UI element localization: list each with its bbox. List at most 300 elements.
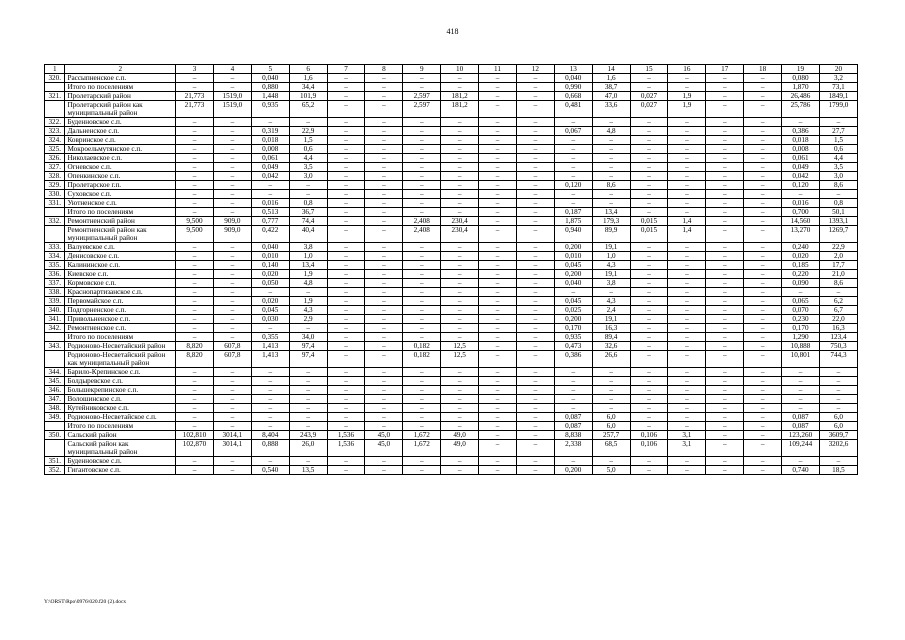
value-cell: – xyxy=(327,404,365,413)
value-cell: – xyxy=(176,306,214,315)
value-cell: 0,182 xyxy=(403,342,441,351)
value-cell: 34,0 xyxy=(289,333,327,342)
value-cell: 1,536 xyxy=(327,440,365,457)
value-cell: – xyxy=(365,386,403,395)
value-cell: 0,090 xyxy=(782,279,820,288)
value-cell: – xyxy=(630,306,668,315)
column-header: 11 xyxy=(479,65,517,74)
value-cell: – xyxy=(516,199,554,208)
value-cell: – xyxy=(176,172,214,181)
table-row xyxy=(45,395,858,404)
name-cell: Сальский район как муниципальный район xyxy=(65,440,176,457)
value-cell: – xyxy=(213,172,251,181)
value-cell: 909,0 xyxy=(213,217,251,226)
value-cell: – xyxy=(251,377,289,386)
value-cell: – xyxy=(744,324,782,333)
row-number-cell: 329. xyxy=(45,181,65,190)
value-cell: 0,015 xyxy=(630,226,668,243)
table-row xyxy=(45,422,858,431)
value-cell: – xyxy=(668,83,706,92)
value-cell: – xyxy=(176,154,214,163)
value-cell: – xyxy=(668,261,706,270)
value-cell: – xyxy=(327,386,365,395)
value-cell: – xyxy=(327,422,365,431)
value-cell: – xyxy=(251,288,289,297)
value-cell: – xyxy=(327,243,365,252)
value-cell: 0,220 xyxy=(782,270,820,279)
value-cell: – xyxy=(479,163,517,172)
value-cell: – xyxy=(176,127,214,136)
value-cell: 0,106 xyxy=(630,431,668,440)
value-cell: – xyxy=(403,172,441,181)
value-cell: 0,040 xyxy=(251,74,289,83)
value-cell: 1849,1 xyxy=(819,92,857,101)
value-cell: – xyxy=(479,431,517,440)
value-cell: – xyxy=(213,324,251,333)
value-cell: – xyxy=(479,279,517,288)
value-cell: – xyxy=(441,297,479,306)
value-cell: – xyxy=(289,368,327,377)
value-cell: – xyxy=(213,163,251,172)
value-cell: 0,170 xyxy=(554,324,592,333)
value-cell: – xyxy=(441,74,479,83)
value-cell: – xyxy=(176,136,214,145)
row-number-cell: 322. xyxy=(45,118,65,127)
value-cell: – xyxy=(403,404,441,413)
value-cell: – xyxy=(479,377,517,386)
value-cell: 0,888 xyxy=(251,440,289,457)
table-row xyxy=(45,172,858,181)
value-cell: – xyxy=(327,351,365,368)
value-cell: – xyxy=(327,74,365,83)
value-cell: – xyxy=(289,386,327,395)
value-cell: 181,2 xyxy=(441,101,479,118)
name-cell: Барило-Крепинское с.п. xyxy=(65,368,176,377)
value-cell: – xyxy=(706,217,744,226)
row-number-cell xyxy=(45,440,65,457)
value-cell: 0,473 xyxy=(554,342,592,351)
value-cell: – xyxy=(706,395,744,404)
value-cell: 0,042 xyxy=(782,172,820,181)
value-cell: – xyxy=(706,136,744,145)
value-cell: 744,3 xyxy=(819,351,857,368)
value-cell: – xyxy=(365,457,403,466)
value-cell: 12,5 xyxy=(441,342,479,351)
value-cell: – xyxy=(441,457,479,466)
value-cell: – xyxy=(441,466,479,475)
value-cell: – xyxy=(668,181,706,190)
table-row xyxy=(45,466,858,475)
name-cell: Подгорненское с.п. xyxy=(65,306,176,315)
name-cell: Огневское с.п. xyxy=(65,163,176,172)
value-cell: – xyxy=(213,136,251,145)
value-cell: – xyxy=(289,377,327,386)
value-cell: – xyxy=(403,261,441,270)
value-cell: – xyxy=(630,270,668,279)
value-cell: 1,0 xyxy=(289,252,327,261)
value-cell: 257,7 xyxy=(592,431,630,440)
value-cell: 0,018 xyxy=(782,136,820,145)
value-cell: – xyxy=(706,386,744,395)
value-cell: 0,935 xyxy=(251,101,289,118)
value-cell: – xyxy=(176,118,214,127)
row-number-cell: 340. xyxy=(45,306,65,315)
name-cell: Волошинское с.п. xyxy=(65,395,176,404)
value-cell: – xyxy=(441,315,479,324)
value-cell: – xyxy=(554,368,592,377)
value-cell: 3,5 xyxy=(819,163,857,172)
column-header: 9 xyxy=(403,65,441,74)
value-cell: – xyxy=(744,377,782,386)
value-cell: – xyxy=(441,306,479,315)
value-cell: – xyxy=(365,306,403,315)
value-cell: – xyxy=(516,145,554,154)
value-cell: 0,481 xyxy=(554,101,592,118)
value-cell: 0,008 xyxy=(782,145,820,154)
row-number-cell: 338. xyxy=(45,288,65,297)
value-cell: – xyxy=(213,127,251,136)
value-cell: – xyxy=(213,270,251,279)
value-cell: – xyxy=(479,342,517,351)
value-cell: – xyxy=(744,163,782,172)
value-cell: – xyxy=(441,243,479,252)
value-cell: – xyxy=(516,154,554,163)
value-cell: – xyxy=(365,413,403,422)
value-cell: 0,027 xyxy=(630,92,668,101)
value-cell: – xyxy=(479,422,517,431)
value-cell: – xyxy=(365,181,403,190)
value-cell: – xyxy=(479,83,517,92)
name-cell: Болдыревское с.п. xyxy=(65,377,176,386)
value-cell: – xyxy=(516,377,554,386)
value-cell: – xyxy=(668,351,706,368)
value-cell: – xyxy=(706,315,744,324)
value-cell: – xyxy=(441,118,479,127)
value-cell: – xyxy=(516,252,554,261)
value-cell: – xyxy=(213,199,251,208)
value-cell: – xyxy=(706,368,744,377)
value-cell: 1,0 xyxy=(592,252,630,261)
value-cell: – xyxy=(441,190,479,199)
value-cell: – xyxy=(403,368,441,377)
value-cell: 0,106 xyxy=(630,440,668,457)
value-cell: 109,244 xyxy=(782,440,820,457)
value-cell: 4,4 xyxy=(819,154,857,163)
value-cell: – xyxy=(403,279,441,288)
value-cell: – xyxy=(441,386,479,395)
value-cell: – xyxy=(706,413,744,422)
table-row xyxy=(45,181,858,190)
value-cell: – xyxy=(365,422,403,431)
value-cell: – xyxy=(479,199,517,208)
value-cell: – xyxy=(327,297,365,306)
value-cell: 12,5 xyxy=(441,351,479,368)
value-cell: – xyxy=(668,172,706,181)
value-cell: – xyxy=(479,386,517,395)
value-cell: – xyxy=(213,74,251,83)
value-cell: – xyxy=(441,377,479,386)
name-cell: Опенкинское с.п. xyxy=(65,172,176,181)
value-cell: – xyxy=(365,154,403,163)
name-cell: Киевское с.п. xyxy=(65,270,176,279)
value-cell: – xyxy=(441,181,479,190)
value-cell: – xyxy=(365,145,403,154)
name-cell: Пролетарский район как муниципальный район xyxy=(65,101,176,118)
value-cell: 1519,0 xyxy=(213,101,251,118)
column-header: 19 xyxy=(782,65,820,74)
value-cell: – xyxy=(479,368,517,377)
table-row xyxy=(45,190,858,199)
value-cell: 102,810 xyxy=(176,431,214,440)
file-path-footer: Y:\ORST\Rpo\0976\020.f20 (2).docx xyxy=(44,599,127,605)
value-cell: 102,870 xyxy=(176,440,214,457)
value-cell: 8,820 xyxy=(176,351,214,368)
value-cell: – xyxy=(668,377,706,386)
value-cell: – xyxy=(441,288,479,297)
value-cell: 230,4 xyxy=(441,217,479,226)
value-cell: 0,6 xyxy=(289,145,327,154)
value-cell: – xyxy=(630,181,668,190)
value-cell: – xyxy=(706,457,744,466)
value-cell: – xyxy=(630,297,668,306)
value-cell: 97,4 xyxy=(289,351,327,368)
value-cell: 1799,0 xyxy=(819,101,857,118)
value-cell: – xyxy=(403,243,441,252)
name-cell: Итого по поселениям xyxy=(65,422,176,431)
value-cell: – xyxy=(630,199,668,208)
value-cell: 1,413 xyxy=(251,351,289,368)
value-cell: – xyxy=(403,324,441,333)
value-cell: – xyxy=(403,83,441,92)
table-body xyxy=(45,74,858,475)
value-cell: – xyxy=(441,163,479,172)
value-cell: – xyxy=(592,136,630,145)
value-cell: – xyxy=(403,208,441,217)
value-cell: 0,087 xyxy=(782,422,820,431)
value-cell: 49,0 xyxy=(441,440,479,457)
value-cell: – xyxy=(516,217,554,226)
value-cell: – xyxy=(744,101,782,118)
value-cell: – xyxy=(441,324,479,333)
value-cell: 0,087 xyxy=(554,422,592,431)
value-cell: 16,3 xyxy=(592,324,630,333)
value-cell: – xyxy=(327,333,365,342)
value-cell: 19,1 xyxy=(592,243,630,252)
value-cell: – xyxy=(213,457,251,466)
value-cell: 1,5 xyxy=(289,136,327,145)
value-cell: – xyxy=(365,226,403,243)
value-cell: – xyxy=(668,315,706,324)
table-row xyxy=(45,368,858,377)
value-cell: – xyxy=(479,92,517,101)
value-cell: – xyxy=(516,386,554,395)
value-cell: 68,5 xyxy=(592,440,630,457)
value-cell: – xyxy=(403,252,441,261)
value-cell: – xyxy=(251,413,289,422)
value-cell: 3,1 xyxy=(668,431,706,440)
value-cell: – xyxy=(668,333,706,342)
value-cell: – xyxy=(213,208,251,217)
value-cell: 0,045 xyxy=(554,297,592,306)
value-cell: – xyxy=(516,74,554,83)
value-cell: – xyxy=(668,199,706,208)
value-cell: – xyxy=(516,306,554,315)
value-cell: – xyxy=(706,226,744,243)
value-cell: – xyxy=(176,395,214,404)
value-cell: – xyxy=(176,315,214,324)
value-cell: 0,010 xyxy=(251,252,289,261)
value-cell: 0,040 xyxy=(251,243,289,252)
row-number-cell: 350. xyxy=(45,431,65,440)
value-cell: 0,027 xyxy=(630,101,668,118)
column-number-row xyxy=(45,65,858,74)
table-row xyxy=(45,154,858,163)
value-cell: – xyxy=(630,333,668,342)
value-cell: – xyxy=(706,243,744,252)
value-cell: 6,0 xyxy=(592,413,630,422)
value-cell: – xyxy=(176,243,214,252)
value-cell: 0,880 xyxy=(251,83,289,92)
row-number-cell: 344. xyxy=(45,368,65,377)
value-cell: – xyxy=(365,351,403,368)
value-cell: 22,9 xyxy=(819,243,857,252)
value-cell: – xyxy=(706,351,744,368)
value-cell: 22,0 xyxy=(819,315,857,324)
value-cell: 0,540 xyxy=(251,466,289,475)
value-cell: 6,2 xyxy=(819,297,857,306)
value-cell: – xyxy=(630,252,668,261)
value-cell: – xyxy=(289,395,327,404)
table-row xyxy=(45,413,858,422)
value-cell: 0,187 xyxy=(554,208,592,217)
value-cell: 0,049 xyxy=(251,163,289,172)
value-cell: – xyxy=(327,368,365,377)
value-cell: – xyxy=(327,279,365,288)
row-number-cell xyxy=(45,83,65,92)
value-cell: 4,4 xyxy=(289,154,327,163)
value-cell: 2,4 xyxy=(592,306,630,315)
value-cell: – xyxy=(289,404,327,413)
value-cell: – xyxy=(176,288,214,297)
value-cell: – xyxy=(213,395,251,404)
value-cell: – xyxy=(744,172,782,181)
value-cell: – xyxy=(630,279,668,288)
value-cell: – xyxy=(479,395,517,404)
table-row xyxy=(45,288,858,297)
value-cell: – xyxy=(554,145,592,154)
name-cell: Родионово-Несветайский район xyxy=(65,342,176,351)
value-cell: – xyxy=(479,252,517,261)
table-row xyxy=(45,386,858,395)
value-cell: – xyxy=(668,145,706,154)
name-cell: Большекрепинское с.п. xyxy=(65,386,176,395)
value-cell: – xyxy=(668,395,706,404)
value-cell: – xyxy=(668,154,706,163)
value-cell: – xyxy=(706,431,744,440)
row-number-cell: 327. xyxy=(45,163,65,172)
value-cell: 0,045 xyxy=(251,306,289,315)
value-cell: – xyxy=(554,457,592,466)
value-cell: 0,020 xyxy=(251,270,289,279)
value-cell: 1393,1 xyxy=(819,217,857,226)
value-cell: – xyxy=(706,466,744,475)
value-cell: – xyxy=(630,136,668,145)
value-cell: – xyxy=(403,136,441,145)
value-cell: 0,355 xyxy=(251,333,289,342)
value-cell: 1,875 xyxy=(554,217,592,226)
value-cell: – xyxy=(706,154,744,163)
value-cell: – xyxy=(744,136,782,145)
value-cell: – xyxy=(365,333,403,342)
table-row xyxy=(45,145,858,154)
column-header: 4 xyxy=(213,65,251,74)
value-cell: – xyxy=(668,342,706,351)
value-cell: – xyxy=(176,252,214,261)
value-cell: – xyxy=(479,190,517,199)
value-cell: – xyxy=(327,261,365,270)
value-cell: 2,597 xyxy=(403,101,441,118)
value-cell: – xyxy=(365,261,403,270)
name-cell: Краснопартизанское с.п. xyxy=(65,288,176,297)
value-cell: 0,018 xyxy=(251,136,289,145)
value-cell: 0,200 xyxy=(554,466,592,475)
value-cell: 50,1 xyxy=(819,208,857,217)
value-cell: – xyxy=(479,217,517,226)
table-row xyxy=(45,440,858,457)
value-cell: – xyxy=(213,466,251,475)
value-cell: – xyxy=(213,377,251,386)
value-cell: 89,9 xyxy=(592,226,630,243)
value-cell: – xyxy=(327,315,365,324)
row-number-cell xyxy=(45,333,65,342)
column-header: 8 xyxy=(365,65,403,74)
value-cell: 17,7 xyxy=(819,261,857,270)
value-cell: – xyxy=(441,252,479,261)
value-cell: – xyxy=(516,279,554,288)
value-cell: – xyxy=(479,118,517,127)
value-cell: 6,7 xyxy=(819,306,857,315)
value-cell: 26,6 xyxy=(592,351,630,368)
value-cell: – xyxy=(744,145,782,154)
value-cell: 0,777 xyxy=(251,217,289,226)
value-cell: 0,025 xyxy=(554,306,592,315)
value-cell: – xyxy=(668,288,706,297)
value-cell: 0,319 xyxy=(251,127,289,136)
value-cell: – xyxy=(630,118,668,127)
value-cell: – xyxy=(327,101,365,118)
value-cell: – xyxy=(630,413,668,422)
value-cell: – xyxy=(668,136,706,145)
value-cell: – xyxy=(403,377,441,386)
row-number-cell: 347. xyxy=(45,395,65,404)
table-row xyxy=(45,351,858,368)
value-cell: 1,9 xyxy=(289,270,327,279)
name-cell: Ремонтненский район xyxy=(65,217,176,226)
value-cell: – xyxy=(365,288,403,297)
value-cell: – xyxy=(516,270,554,279)
value-cell: – xyxy=(706,440,744,457)
value-cell: 1,4 xyxy=(668,217,706,226)
name-cell: Николаевское с.п. xyxy=(65,154,176,163)
value-cell: – xyxy=(744,154,782,163)
row-number-cell: 336. xyxy=(45,270,65,279)
value-cell: 0,087 xyxy=(782,413,820,422)
column-header: 3 xyxy=(176,65,214,74)
row-number-cell: 334. xyxy=(45,252,65,261)
value-cell: – xyxy=(668,163,706,172)
value-cell: 4,8 xyxy=(592,127,630,136)
value-cell: – xyxy=(744,243,782,252)
